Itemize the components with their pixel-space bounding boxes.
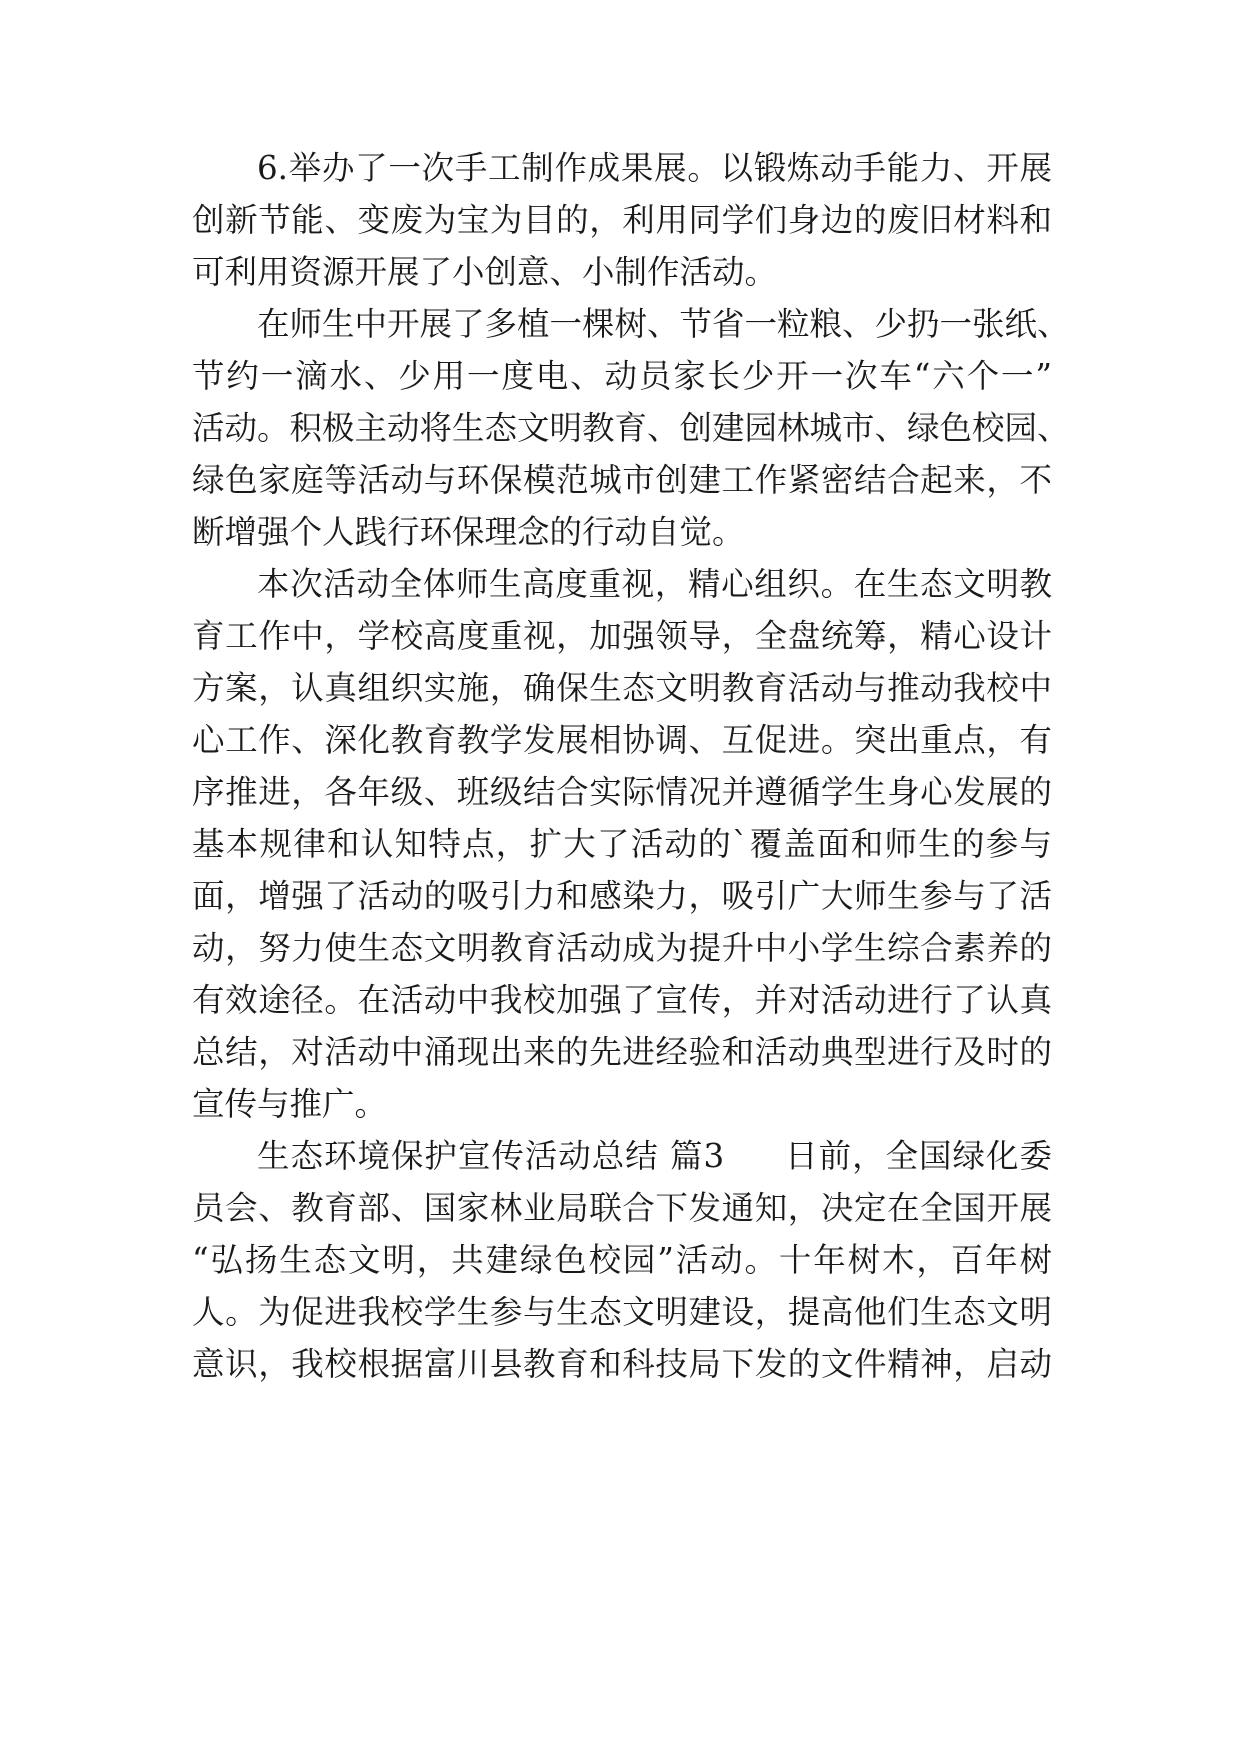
paragraph-3-line-11: 宣传与推广。 [192,1085,388,1123]
paragraph-3-line-1: 本次活动全体师生高度重视，精心组织。在生态文明教 [257,565,1052,603]
paragraph-3-line-6: 基本规律和认知特点，扩大了活动的`覆盖面和师生的参与 [192,825,1052,863]
paragraph-2-line-3: 活动。积极主动将生态文明教育、创建园林城市、绿色校园、 [192,409,1070,447]
paragraph-3-line-3: 方案，认真组织实施，确保生态文明教育活动与推动我校中 [192,669,1052,707]
paragraph-4-line-4: 人。为促进我校学生参与生态文明建设，提高他们生态文明 [192,1293,1052,1331]
paragraph-2-line-1: 在师生中开展了多植一棵树、节省一粒粮、少扔一张纸、 [257,305,1070,343]
paragraph-4-line-1 [257,1126,1052,1186]
paragraph-1-line-3: 可利用资源开展了小创意、小制作活动。 [192,253,778,291]
paragraph-4-line-3: “弘扬生态文明，共建绿色校园”活动。十年树木，百年树 [192,1241,1052,1279]
section-heading: 生态环境保护宣传活动总结 篇3 [257,1137,725,1175]
paragraph-3-line-5: 序推进，各年级、班级结合实际情况并遵循学生身心发展的 [192,773,1052,811]
paragraph-3-line-7: 面，增强了活动的吸引力和感染力，吸引广大师生参与了活 [192,877,1052,915]
paragraph-2-line-2: 节约一滴水、少用一度电、动员家长少开一次车“六个一” [192,357,1052,395]
paragraph-4-line-5: 意识，我校根据富川县教育和科技局下发的文件精神，启动 [192,1345,1052,1383]
paragraph-2-line-4: 绿色家庭等活动与环保模范城市创建工作紧密结合起来，不 [192,461,1052,499]
paragraph-2-line-5: 断增强个人践行环保理念的行动自觉。 [192,513,745,551]
paragraph-1-line-1: 6.举办了一次手工制作成果展。以锻炼动手能力、开展 [257,149,1052,187]
paragraph-3-line-4: 心工作、深化教育教学发展相协调、互促进。突出重点，有 [192,721,1052,759]
paragraph-3-line-2: 育工作中，学校高度重视，加强领导，全盘统筹，精心设计 [192,617,1052,655]
heading-tail-text: 日前，全国绿化委 [784,1137,1052,1175]
paragraph-1-line-2: 创新节能、变废为宝为目的，利用同学们身边的废旧材料和 [192,201,1052,239]
paragraph-3-line-10: 总结，对活动中涌现出来的先进经验和活动典型进行及时的 [192,1033,1052,1071]
paragraph-3-line-9: 有效途径。在活动中我校加强了宣传，并对活动进行了认真 [192,981,1052,1019]
paragraph-3-line-8: 动，努力使生态文明教育活动成为提升中小学生综合素养的 [192,929,1052,967]
paragraph-4-line-2: 员会、教育部、国家林业局联合下发通知，决定在全国开展 [192,1189,1052,1227]
